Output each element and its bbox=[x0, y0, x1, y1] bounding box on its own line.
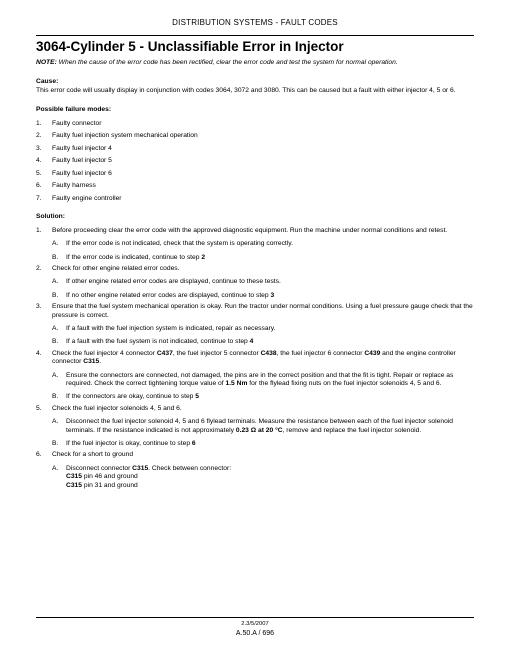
substep-text: If no other engine related error codes are displayed, continue to step bbox=[66, 291, 271, 299]
solution-step-6 bbox=[36, 451, 474, 459]
substep-2b bbox=[36, 292, 474, 300]
substep-4a bbox=[36, 372, 474, 389]
connector-code: C438 bbox=[260, 349, 277, 357]
connector-code: C315 bbox=[66, 473, 82, 481]
solution-step-3 bbox=[36, 303, 474, 320]
connector-code: C437 bbox=[156, 349, 173, 357]
substep-text: If the error code is not indicated, check that the system is operating correctly. bbox=[66, 240, 293, 248]
substep-letter: A. bbox=[52, 240, 59, 248]
list-item bbox=[36, 132, 474, 140]
substep-5b bbox=[36, 440, 474, 448]
solution-step-4 bbox=[36, 350, 474, 367]
list-number: 6. bbox=[36, 182, 42, 190]
list-text: Faulty engine controller bbox=[52, 194, 122, 202]
failure-modes-list bbox=[36, 120, 474, 204]
step-number: 5. bbox=[36, 404, 42, 412]
step-text: . bbox=[99, 358, 102, 366]
substep-letter: B. bbox=[52, 440, 59, 448]
solution-step-5 bbox=[36, 405, 474, 413]
header-rule bbox=[36, 35, 474, 36]
connector-code: C315 bbox=[83, 358, 100, 366]
connector-code: C439 bbox=[364, 349, 381, 357]
substep-1b bbox=[36, 254, 474, 262]
step-text: and the engine controller connector bbox=[52, 349, 456, 366]
step-text: Check for a short to ground bbox=[52, 451, 134, 459]
substep-letter: B. bbox=[52, 338, 59, 346]
substep-letter: A. bbox=[52, 371, 59, 379]
step-text: Before proceeding clear the error code with the approved diagnostic equipment. Run the machine under normal conditions and retest. bbox=[52, 226, 448, 234]
step-text: Check the fuel injector solenoids 4, 5 and 6. bbox=[52, 404, 182, 412]
step-text: , the fuel injector 5 connector bbox=[172, 349, 261, 357]
substep-1a bbox=[36, 240, 474, 248]
list-text: Faulty fuel injection system mechanical operation bbox=[52, 132, 198, 140]
step-reference: 4 bbox=[249, 338, 254, 346]
connector-code: C315 bbox=[132, 464, 149, 472]
substep-letter: A. bbox=[52, 464, 59, 472]
substep-text: If the error code is indicated, continue to step bbox=[66, 253, 202, 261]
substep-5a bbox=[36, 418, 474, 435]
list-number: 3. bbox=[36, 144, 42, 152]
substep-letter: A. bbox=[52, 418, 59, 426]
list-number: 4. bbox=[36, 157, 42, 165]
substep-6a bbox=[36, 465, 474, 490]
step-reference: 6 bbox=[191, 440, 196, 448]
substep-text: , remove and replace the fuel injector solenoid. bbox=[282, 426, 422, 434]
substep-text: . Check between connector: bbox=[148, 464, 232, 472]
substep-text: Disconnect connector bbox=[66, 464, 133, 472]
page-content bbox=[36, 39, 474, 490]
substep-letter: A. bbox=[52, 278, 59, 286]
list-text: Faulty fuel injector 6 bbox=[52, 169, 112, 177]
substep-letter: B. bbox=[52, 393, 59, 401]
substep-3b bbox=[36, 338, 474, 346]
step-reference: 5 bbox=[195, 393, 199, 401]
list-text: Faulty connector bbox=[52, 119, 102, 127]
connector-code: C315 bbox=[66, 481, 82, 489]
substep-letter: B. bbox=[52, 253, 59, 261]
cause-text: This error code will usually display in conjunction with codes 3064, 3072 and 3080. This can be caused but a fault with either injector 4, 5 or 6. bbox=[36, 86, 456, 94]
step-number: 6. bbox=[36, 451, 42, 459]
list-number: 2. bbox=[36, 132, 42, 140]
solution-step-2 bbox=[36, 265, 474, 273]
list-item bbox=[36, 195, 474, 203]
substep-text: If a fault with the fuel system is not indicated, continue to step bbox=[66, 338, 250, 346]
torque-value: 1.5 Nm bbox=[225, 380, 248, 387]
substep-text: If a fault with the fuel injection system is indicated, repair as necessary. bbox=[66, 324, 276, 332]
list-text: Faulty fuel injector 5 bbox=[52, 157, 112, 165]
list-number: 5. bbox=[36, 169, 42, 177]
substep-4b bbox=[36, 393, 474, 401]
step-text: Check for other engine related error codes. bbox=[52, 264, 180, 272]
list-number: 1. bbox=[36, 119, 42, 127]
page-number: A.50.A / 696 bbox=[235, 630, 275, 637]
substep-text: Ensure the connectors are connected, not damaged, the pins are in the correct position and that the fit is tight. Repair or replace as required. Check the correct tightening torque value of bbox=[66, 371, 454, 387]
step-text: Ensure that the fuel system mechanical operation is okay. Run the tractor under normal conditions. Using a fuel pressure gauge check that the pressure is correct. bbox=[52, 303, 473, 319]
step-number: 2. bbox=[36, 264, 42, 272]
list-item bbox=[36, 157, 474, 165]
footer-date: 2.3/5/2007 bbox=[241, 621, 269, 627]
pin-check-text: pin 31 and ground bbox=[82, 481, 138, 489]
page-title: 3064-Cylinder 5 - Unclassifiable Error in Injector bbox=[36, 39, 344, 54]
substep-text: Disconnect the fuel injector solenoid 4, 5 and 6 flylead terminals. Measure the resistance between each of the fuel injector solenoid terminals. If the resistance indicated is not approximately bbox=[66, 418, 453, 434]
substep-text: If the fuel injector is okay, continue to step bbox=[66, 440, 192, 448]
substep-2a bbox=[36, 278, 474, 286]
step-text: Check the fuel injector 4 connector bbox=[52, 349, 157, 357]
substep-text: If other engine related error codes are displayed, continue to these tests. bbox=[66, 278, 281, 286]
list-item bbox=[36, 170, 474, 178]
substep-letter: B. bbox=[52, 291, 59, 299]
list-text: Faulty harness bbox=[52, 182, 96, 190]
step-number: 4. bbox=[36, 349, 42, 357]
running-header: DISTRIBUTION SYSTEMS - FAULT CODES bbox=[172, 18, 338, 27]
footer-rule bbox=[36, 617, 474, 618]
note bbox=[36, 59, 474, 67]
list-item bbox=[36, 182, 474, 190]
solution-step-1 bbox=[36, 227, 474, 235]
step-reference: 3 bbox=[270, 291, 275, 299]
step-number: 1. bbox=[36, 226, 42, 234]
substep-text: If the connectors are okay, continue to step bbox=[66, 393, 196, 401]
step-reference: 2 bbox=[201, 253, 206, 261]
note-label: NOTE: bbox=[36, 59, 57, 66]
substep-letter: A. bbox=[52, 324, 59, 332]
resistance-value: 0.23 Ω at 20 °C bbox=[235, 426, 283, 434]
failure-modes-heading: Possible failure modes: bbox=[36, 106, 112, 114]
cause-heading: Cause: bbox=[36, 78, 59, 86]
list-item bbox=[36, 120, 474, 128]
note-text: When the cause of the error code has been rectified, clear the error code and test the system for normal operation. bbox=[58, 59, 398, 66]
substep-text: for the flylead fixing nuts on the fuel injector solenoids 4, 5 and 6. bbox=[247, 380, 442, 387]
list-number: 7. bbox=[36, 194, 42, 202]
pin-check-text: pin 46 and ground bbox=[82, 473, 138, 481]
list-item bbox=[36, 145, 474, 153]
substep-3a bbox=[36, 325, 474, 333]
step-text: , the fuel injector 6 connector bbox=[276, 349, 365, 357]
step-number: 3. bbox=[36, 303, 42, 311]
solution-heading: Solution: bbox=[36, 213, 65, 221]
list-text: Faulty fuel injector 4 bbox=[52, 144, 112, 152]
